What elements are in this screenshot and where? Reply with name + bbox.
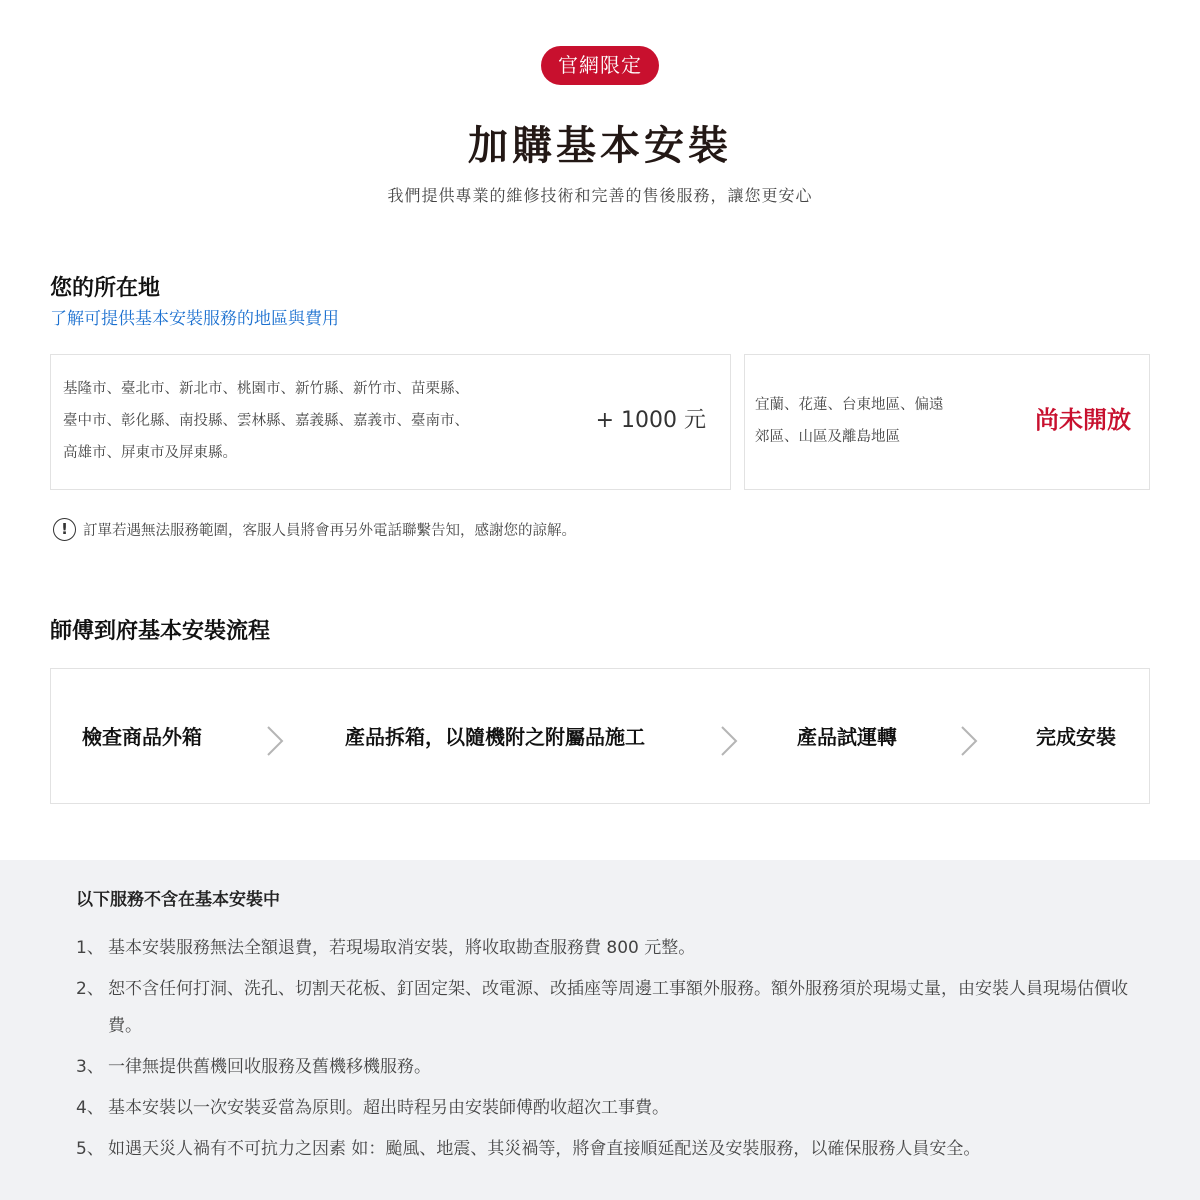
remote-area-regions <box>755 389 985 453</box>
exclusions-panel <box>0 860 1200 1200</box>
process-steps <box>50 668 1150 804</box>
regions-line: 郊區、山區及離島地區 <box>755 429 900 445</box>
list-item-number: 4、 <box>76 1098 104 1118</box>
process-step: 產品試運轉 <box>797 725 897 749</box>
list-item <box>76 971 1136 1045</box>
process-step: 完成安裝 <box>1036 725 1116 749</box>
not-available-status: 尚未開放 <box>1035 406 1131 434</box>
list-item-number: 2、 <box>76 979 104 999</box>
list-item <box>76 1090 1136 1127</box>
service-notice <box>53 517 576 541</box>
chevron-right-icon <box>719 725 739 757</box>
chevron-right-icon <box>959 725 979 757</box>
service-area-fee-link[interactable]: 了解可提供基本安裝服務的地區與費用 <box>50 309 339 329</box>
service-area-card-standard <box>50 354 731 490</box>
list-item-number: 3、 <box>76 1057 104 1077</box>
process-step: 產品拆箱，以隨機附之附屬品施工 <box>345 725 645 749</box>
chevron-right-icon <box>265 725 285 757</box>
list-item-number: 1、 <box>76 938 104 958</box>
regions-line: 基隆市、臺北市、新北市、桃園市、新竹縣、新竹市、苗栗縣、 <box>63 381 469 397</box>
process-step: 檢查商品外箱 <box>82 725 202 749</box>
exclamation-circle-icon: ! <box>53 518 76 541</box>
exclusions-list <box>76 930 1136 1172</box>
service-area-regions <box>63 373 533 469</box>
list-item-number: 5、 <box>76 1139 104 1159</box>
official-exclusive-badge: 官網限定 <box>541 46 659 85</box>
list-item-text: 一律無提供舊機回收服務及舊機移機服務。 <box>108 1057 431 1077</box>
exclusions-title: 以下服務不含在基本安裝中 <box>76 890 280 910</box>
page-title: 加購基本安裝 <box>468 123 732 169</box>
page-subtitle: 我們提供專業的維修技術和完善的售後服務，讓您更安心 <box>387 186 813 205</box>
list-item-text: 基本安裝服務無法全額退費，若現場取消安裝，將收取勘查服務費 800 元整。 <box>108 938 696 958</box>
regions-line: 臺中市、彰化縣、南投縣、雲林縣、嘉義縣、嘉義市、臺南市、 <box>63 413 469 429</box>
install-price: + 1000 元 <box>595 408 706 433</box>
location-title: 您的所在地 <box>50 276 161 301</box>
list-item <box>76 930 1136 967</box>
list-item-text: 恕不含任何打洞、洗孔、切割天花板、釘固定架、改電源、改插座等周邊工事額外服務。額外服務須於現場丈量，由安裝人員現場估價收費。 <box>108 979 1128 1036</box>
list-item <box>76 1131 1136 1168</box>
notice-text: 訂單若遇無法服務範圍，客服人員將會再另外電話聯繫告知，感謝您的諒解。 <box>83 522 576 539</box>
list-item-text: 如遇天災人禍有不可抗力之因素 如：颱風、地震、其災禍等，將會直接順延配送及安裝服務，以確保服務人員安全。 <box>108 1139 981 1159</box>
list-item <box>76 1049 1136 1086</box>
service-area-card-remote <box>744 354 1150 490</box>
list-item-text: 基本安裝以一次安裝妥當為原則。超出時程另由安裝師傅酌收超次工事費。 <box>108 1098 669 1118</box>
regions-line: 高雄市、屏東市及屏東縣。 <box>63 445 237 461</box>
process-title: 師傅到府基本安裝流程 <box>50 619 271 644</box>
regions-line: 宜蘭、花蓮、台東地區、偏遠 <box>755 397 944 413</box>
